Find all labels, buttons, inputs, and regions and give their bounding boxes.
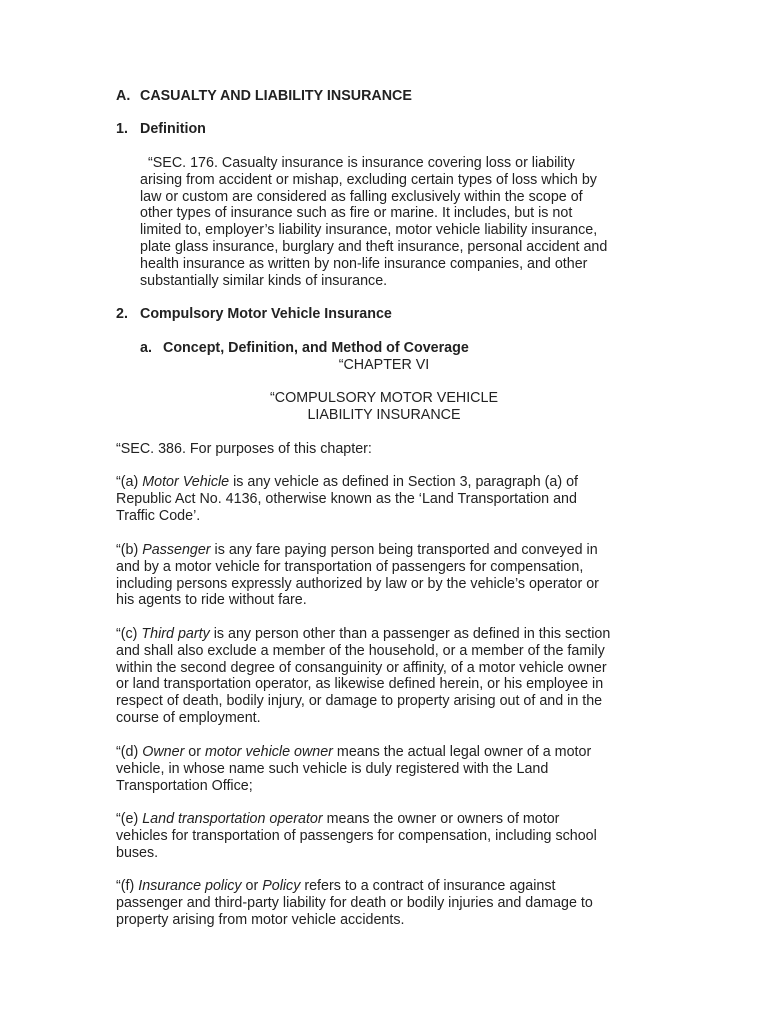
definition-line: respect of death, bodily injury, or damage to property arising out of and in the <box>116 693 603 710</box>
sec-176-line: plate glass insurance, burglary and theft insurance, personal accident and <box>140 238 608 255</box>
defined-term: Third party <box>141 626 210 642</box>
sec-176-line: substantially similar kinds of insurance. <box>140 272 388 289</box>
item-2a-title: Concept, Definition, and Method of Coverage <box>163 340 469 356</box>
item-1-heading <box>116 121 206 138</box>
definition-prefix: “(e) <box>116 811 143 827</box>
definition-prefix: “(b) <box>116 542 143 558</box>
sec-386-intro: “SEC. 386. For purposes of this chapter: <box>116 441 372 457</box>
definition-line: his agents to ride without fare. <box>116 592 307 609</box>
definition-text: is any fare paying person being transported and conveyed in <box>210 542 598 558</box>
sec-176-line: other types of insurance such as fire or marine. It includes, but is not <box>140 205 573 222</box>
item-2-title: Compulsory Motor Vehicle Insurance <box>140 306 392 322</box>
definition-line: Republic Act No. 4136, otherwise known as the ‘Land Transportation and <box>116 490 577 507</box>
definition-f <box>116 878 593 928</box>
definition-text: is any person other than a passenger as defined in this section <box>209 626 611 642</box>
definition-line: within the second degree of consanguinity or affinity, of a motor vehicle owner <box>116 659 607 676</box>
item-1-title: Definition <box>140 121 206 137</box>
definition-prefix: “(c) <box>116 626 142 642</box>
definition-line: vehicle, in whose name such vehicle is duly registered with the Land <box>116 760 549 777</box>
sec-176-paragraph <box>140 155 607 289</box>
definition-text: means the owner or owners of motor <box>322 811 560 827</box>
item-2-heading <box>116 306 392 323</box>
chapter-title-line: LIABILITY INSURANCE <box>307 406 461 423</box>
item-2a-heading <box>140 340 469 357</box>
definition-prefix: “(d) <box>116 744 143 760</box>
definition-line: vehicles for transportation of passengers for compensation, including school <box>116 827 597 844</box>
defined-term: Insurance policy <box>138 878 242 894</box>
item-1-marker: 1. <box>116 121 128 137</box>
definition-line: Traffic Code’. <box>116 507 201 524</box>
section-a-heading <box>116 88 412 105</box>
definition-prefix: “(a) <box>116 474 143 490</box>
defined-term: Owner <box>142 744 185 760</box>
item-2-marker: 2. <box>116 306 128 322</box>
definition-text: is any vehicle as defined in Section 3, paragraph (a) of <box>229 474 579 490</box>
definition-line: property arising from motor vehicle accidents. <box>116 911 405 928</box>
definition-d <box>116 744 591 794</box>
definition-text: means the actual legal owner of a motor <box>332 744 592 760</box>
item-2a-marker: a. <box>140 340 152 356</box>
sec-176-line: health insurance as written by non-life insurance companies, and other <box>140 255 588 272</box>
definition-line: Transportation Office; <box>116 777 253 794</box>
definition-line: buses. <box>116 844 159 861</box>
defined-term: motor vehicle owner <box>205 744 333 760</box>
sec-176-line: arising from accident or mishap, excluding certain types of loss which by <box>140 171 597 188</box>
definition-text: or <box>184 744 205 760</box>
definition-b <box>116 542 599 609</box>
defined-term: Policy <box>262 878 301 894</box>
definition-a <box>116 474 578 524</box>
definition-line: or land transportation operator, as likewise defined herein, or his employee in <box>116 676 604 693</box>
chapter-title <box>0 390 768 424</box>
chapter-label: “CHAPTER VI <box>338 357 430 373</box>
definition-line: and by a motor vehicle for transportation of passengers for compensation, <box>116 558 584 575</box>
definition-text: refers to a contract of insurance against <box>300 878 556 894</box>
definition-line: including persons expressly authorized by law or by the vehicle’s operator or <box>116 575 599 592</box>
definition-text: or <box>241 878 263 894</box>
chapter-title-line: “COMPULSORY MOTOR VEHICLE <box>269 390 498 406</box>
section-a-marker: A. <box>116 88 131 104</box>
defined-term: Land transportation operator <box>142 811 323 827</box>
definition-line: passenger and third-party liability for death or bodily injuries and damage to <box>116 894 593 911</box>
sec-176-line: “SEC. 176. Casualty insurance is insurance covering loss or liability <box>148 155 575 171</box>
defined-term: Motor Vehicle <box>142 474 230 490</box>
definition-c <box>116 626 610 727</box>
section-a-title: CASUALTY AND LIABILITY INSURANCE <box>140 88 412 104</box>
defined-term: Passenger <box>142 542 211 558</box>
definition-line: course of employment. <box>116 709 261 726</box>
sec-176-line: limited to, employer’s liability insurance, motor vehicle liability insurance, <box>140 222 598 239</box>
definition-e <box>116 811 597 861</box>
sec-176-line: law or custom are considered as falling exclusively within the scope of <box>140 188 583 205</box>
definition-line: and shall also exclude a member of the household, or a member of the family <box>116 642 605 659</box>
definition-prefix: “(f) <box>116 878 139 894</box>
